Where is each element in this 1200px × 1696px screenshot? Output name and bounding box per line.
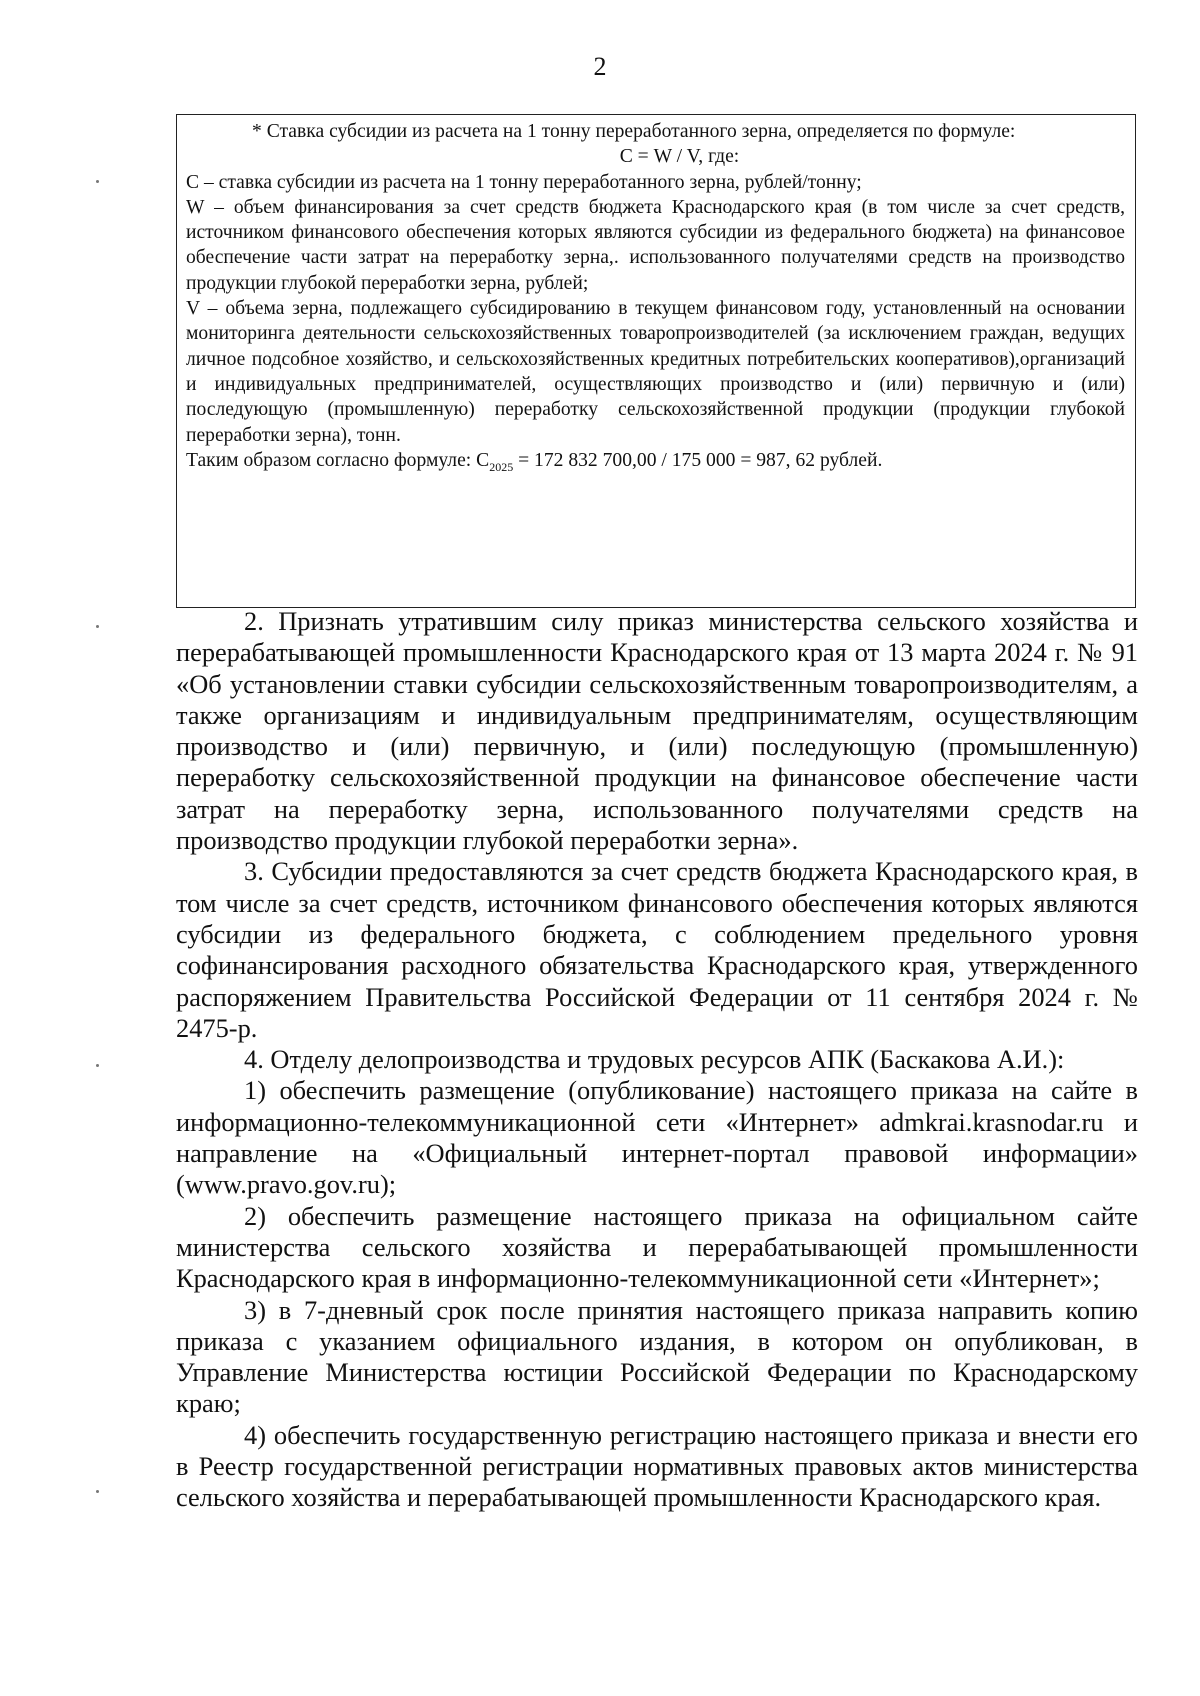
note-calculation: [186, 448, 1125, 473]
scan-margin-mark: [96, 1490, 99, 1493]
note-definition-v: V – объема зерна, подлежащего субсидированию в текущем финансовом году, установленный на основании мониторинга деятельности сельскохозяйственных товаропроизводителей (за исключением граждан, ведущих личное подсобное хозяйство, и сельскохозяйственных кредитных потребительских кооперативов),организаций и индивидуальных предпринимателей, осуществляющих производство и (или) первичную и (или) последующую (промышленную) переработку сельскохозяйственной продукции (продукции глубокой переработки зерна), тонн.: [186, 298, 1125, 446]
scan-margin-mark: [96, 625, 99, 628]
paragraph-4-item-4: 4) обеспечить государственную регистрацию настоящего приказа и внести его в Реестр государственной регистрации нормативных правовых актов министерства сельского хозяйства и перерабатывающей промышленности Краснодарского края.: [176, 1419, 1138, 1513]
paragraph-4-item-3: 3) в 7-дневный срок после принятия настоящего приказа направить копию приказа с указанием официального издания, в котором он опубликован, в Управление Министерства юстиции Российской Федерации по Краснодарскому краю;: [176, 1294, 1138, 1419]
note-intro: * Ставка субсидии из расчета на 1 тонну переработанного зерна, определяется по формуле:: [252, 121, 1016, 142]
scan-margin-mark: [96, 180, 99, 183]
paragraph-2-repeal: 2. Признать утратившим силу приказ министерства сельского хозяйства и перерабатывающей промышленности Краснодарского края от 13 марта 2024 г. № 91 «Об установлении ставки субсидии сельскохозяйственным товаропроизводителям, а также организациям и индивидуальным предпринимателям, осуществляющим производство и (или) первичную, и (или) последующую (промышленную) переработку сельскохозяйственной продукции на финансовое обеспечение части затрат на переработку зерна, использованного получателями средств на производство продукции глубокой переработки зерна».: [176, 606, 1138, 856]
note-definition-c: С – ставка субсидии из расчета на 1 тонну переработанного зерна, рублей/тонну;: [186, 171, 862, 193]
subsidy-rate-note-box: [176, 114, 1136, 608]
paragraph-3-funding: 3. Субсидии предоставляются за счет средств бюджета Краснодарского края, в том числе за счет средств, источником финансового обеспечения которых являются субсидии из федерального бюджета, с соблюдением предельного уровня софинансирования расходного обязательства Краснодарского края, утвержденного распоряжением Правительства Российской Федерации от 11 сентября 2024 г. № 2475-р.: [176, 856, 1138, 1043]
document-body: [176, 606, 1138, 1514]
calculation-prefix: Таким образом согласно формуле: С: [186, 449, 490, 471]
page-number: 2: [593, 52, 607, 81]
note-definition-w: W – объем финансирования за счет средств бюджета Краснодарского края (в том числе за счет средств, источником финансового обеспечения которых являются субсидии из федерального бюджета) на финансовое обеспечение части затрат на переработку зерна,. использованного получателями средств на производство продукции глубокой переработки зерна, рублей;: [186, 196, 1125, 294]
paragraph-4-assignment: 4. Отделу делопроизводства и трудовых ресурсов АПК (Баскакова А.И.):: [244, 1044, 1065, 1075]
scan-margin-mark: [96, 1064, 99, 1067]
paragraph-4-item-1: 1) обеспечить размещение (опубликование) настоящего приказа на сайте в информационно-телекоммуникационной сети «Интернет» admkrai.krasnodar.ru и направление на «Официальный интернет-портал правовой информации» (www.pravo.gov.ru);: [176, 1075, 1138, 1200]
note-formula: С = W / V, где:: [619, 146, 740, 168]
calculation-year-subscript: 2025: [489, 459, 514, 474]
paragraph-4-item-2: 2) обеспечить размещение настоящего приказа на официальном сайте министерства сельского хозяйства и перерабатывающей промышленности Краснодарского края в информационно-телекоммуникационной сети «Интернет»;: [176, 1200, 1138, 1294]
calculation-result: = 172 832 700,00 / 175 000 = 987, 62 рублей.: [513, 449, 883, 471]
